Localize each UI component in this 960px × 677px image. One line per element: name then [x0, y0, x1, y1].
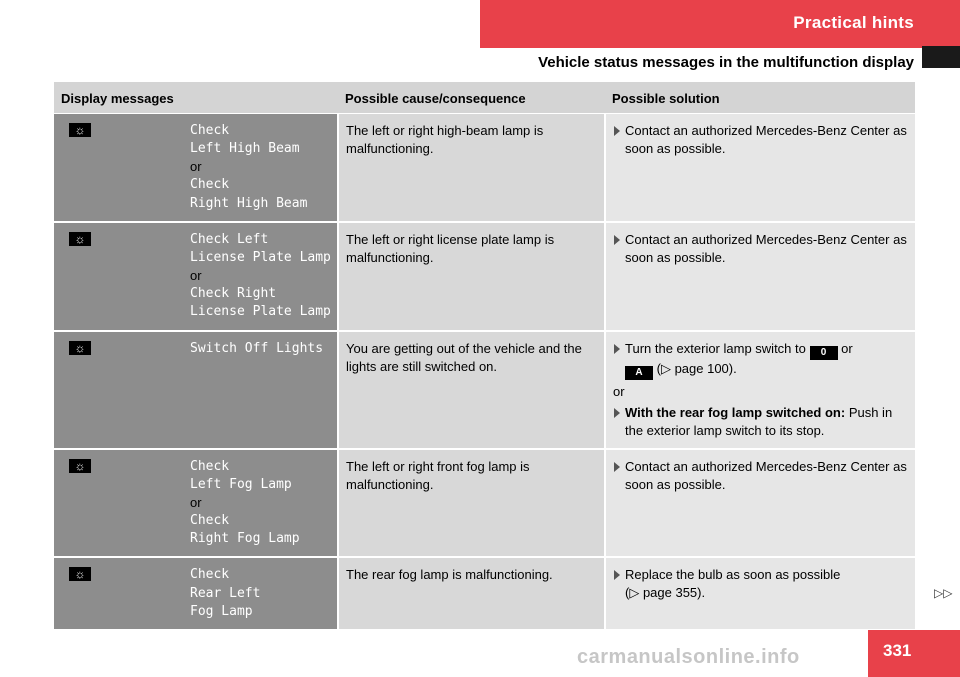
display-text: Check: [190, 123, 230, 138]
table-header-row: [54, 82, 915, 114]
table-row: [54, 222, 915, 331]
cause-text: The rear fog lamp is malfunctioning.: [346, 567, 553, 583]
solution-cell: [605, 222, 915, 331]
table-row: [54, 114, 915, 222]
display-text: Check: [190, 458, 230, 474]
cause-cell: [338, 557, 605, 630]
solution-cell: [605, 331, 915, 449]
display-text: Fog Lamp: [190, 603, 253, 619]
solution-step: Contact an authorized Mercedes-Benz Center as soon as possible.: [613, 231, 909, 267]
solution-or-word: or: [841, 340, 853, 356]
cause-text: The left or right front fog lamp is malfunctioning.: [346, 458, 530, 492]
display-message-cell: [54, 449, 338, 558]
solution-step: [613, 404, 909, 440]
solution-or: or: [613, 383, 625, 399]
display-text: Check Right: [190, 286, 277, 302]
table-row: [54, 331, 915, 449]
solution-text: Push in the exterior lamp switch to its stop.: [625, 404, 893, 438]
display-message-cell: [54, 557, 338, 630]
solution-lead: With the rear fog lamp switched on:: [625, 404, 846, 420]
table-row: [54, 449, 915, 558]
header-possible-cause: Possible cause/consequence: [338, 82, 605, 114]
cause-text: The left or right license plate lamp is malfunctioning.: [346, 231, 555, 265]
solution-text: Replace the bulb as soon as possible: [625, 567, 841, 583]
page-reference: (▷ page 355).: [625, 585, 706, 601]
solution-text: Turn the exterior lamp switch to: [625, 340, 806, 356]
display-text: Switch Off Lights: [190, 340, 324, 356]
solution-step: Contact an authorized Mercedes-Benz Center as soon as possible.: [613, 458, 909, 494]
cause-cell: [338, 331, 605, 449]
display-text: License Plate Lamp: [190, 304, 331, 320]
thumb-index-marker: [922, 46, 960, 68]
display-text: Left Fog Lamp: [190, 476, 292, 492]
cause-text: The left or right high-beam lamp is malfunctioning.: [346, 123, 544, 156]
display-text: Check: [190, 567, 230, 583]
exterior-lamp-icon: ☼: [69, 232, 91, 246]
page-reference: (▷ page 100).: [656, 360, 737, 376]
watermark: carmanualsonline.info: [577, 646, 800, 668]
display-or: or: [190, 268, 202, 284]
display-text: Right Fog Lamp: [190, 531, 300, 547]
cause-cell: [338, 222, 605, 331]
header-display-messages: Display messages: [54, 82, 338, 114]
solution-cell: [605, 557, 915, 630]
status-messages-table: [54, 82, 915, 631]
switch-position-auto-icon: A: [625, 366, 653, 380]
exterior-lamp-icon: ☼: [69, 567, 91, 581]
section-title: Practical hints: [793, 13, 914, 32]
cause-cell: [338, 114, 605, 222]
display-or: or: [190, 159, 202, 175]
cause-text: You are getting out of the vehicle and the lights are still switched on.: [346, 340, 582, 374]
display-text: Right High Beam: [190, 195, 308, 211]
display-text: License Plate Lamp: [190, 250, 331, 266]
display-text: Check: [190, 177, 230, 193]
section-tab: [480, 0, 960, 46]
exterior-lamp-icon: ☼: [69, 459, 91, 473]
page-number: 331: [883, 641, 912, 660]
display-message-cell: [54, 331, 338, 449]
exterior-lamp-icon: ☼: [69, 123, 91, 137]
cause-cell: [338, 449, 605, 558]
solution-step: Contact an authorized Mercedes-Benz Center as soon as possible.: [613, 122, 909, 158]
switch-position-0-icon: 0: [810, 346, 838, 360]
page-number-tab: [868, 630, 960, 677]
display-message-cell: [54, 114, 338, 222]
solution-step: [613, 340, 909, 380]
page-subtitle: Vehicle status messages in the multifunction display: [538, 54, 914, 71]
display-text: Left High Beam: [190, 141, 300, 157]
section-rule: [480, 46, 922, 48]
display-text: Check Left: [190, 231, 269, 247]
display-or: or: [190, 495, 202, 511]
solution-cell: [605, 449, 915, 558]
exterior-lamp-icon: ☼: [69, 341, 91, 355]
display-text: Rear Left: [190, 585, 261, 601]
header-possible-solution: Possible solution: [605, 82, 915, 114]
table-row: [54, 557, 915, 630]
continue-arrows-icon: ▷▷: [934, 586, 953, 600]
display-text: Check: [190, 513, 230, 529]
solution-cell: [605, 114, 915, 222]
solution-step: [613, 566, 909, 602]
display-message-cell: [54, 222, 338, 331]
